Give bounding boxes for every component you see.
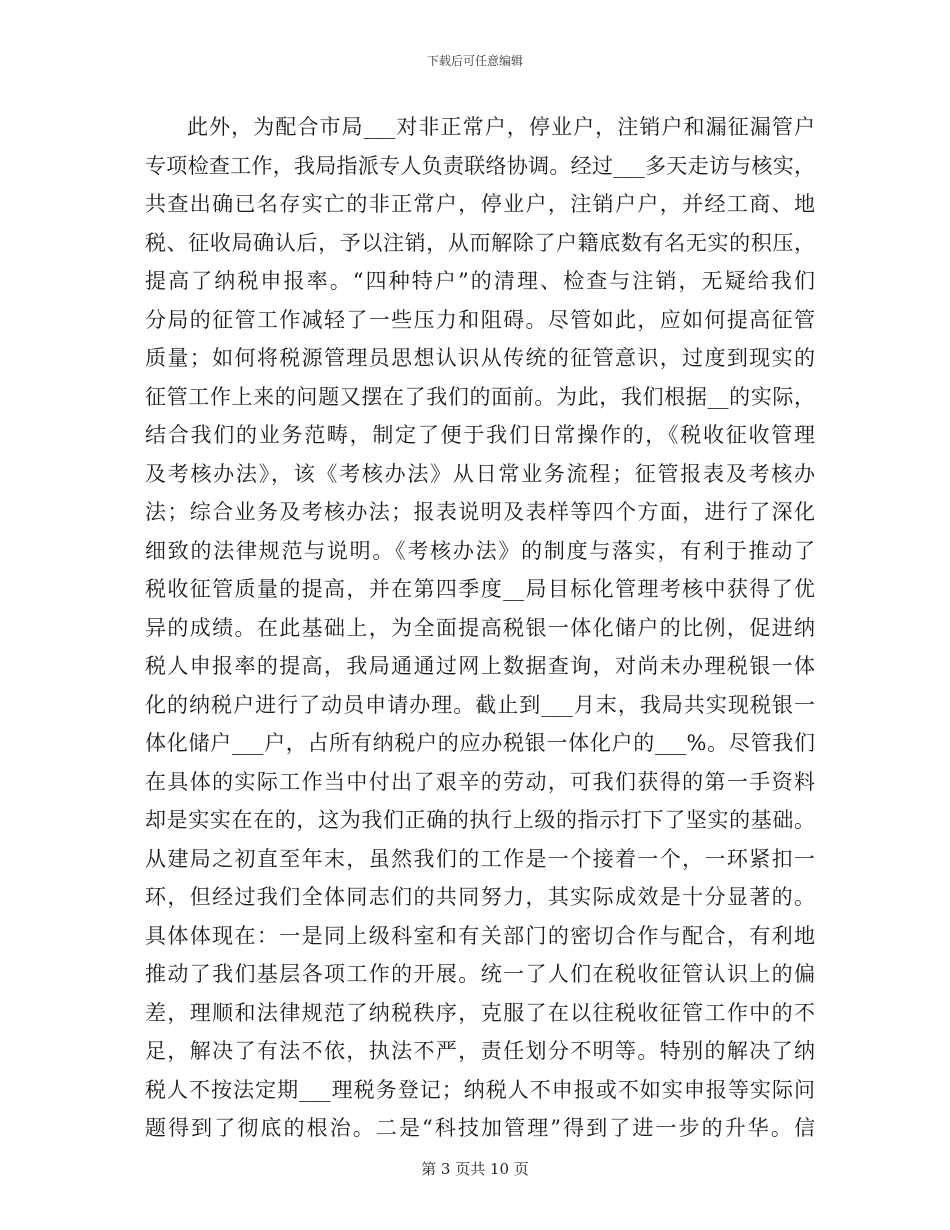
text-line: 却是实实在在的，这为我们正确的执行上级的指示打下了坚实的基础。 [145, 808, 815, 832]
text-line: 差，理顺和法律规范了纳税秩序，克服了在以往税收征管工作中的不 [145, 1000, 815, 1025]
text-line: 细致的法律规范与说明。《考核办法》的制度与落实，有利于推动了 [145, 538, 815, 563]
text-line: 征管工作上来的问题又摆在了我们的面前。为此，我们根据__的实际， [145, 384, 815, 409]
text-line: 质量；如何将税源管理员思想认识从传统的征管意识，过度到现实的 [145, 346, 815, 370]
text-line: 推动了我们基层各项工作的开展。统一了人们在税收征管认识上的偏 [145, 962, 815, 986]
text-line: 环，但经过我们全体同志们的共同努力，其实际成效是十分显著的。 [145, 885, 815, 909]
body-text [145, 108, 815, 1148]
text-line: 税人不按法定期___理税务登记；纳税人不申报或不如实申报等实际问 [145, 1077, 815, 1102]
text-line: 专项检查工作，我局指派专人负责联络协调。经过___多天走访与核实， [145, 153, 815, 178]
page-footer: 第 3 页共 10 页 [421, 1160, 529, 1178]
text-line: 化的纳税户进行了动员申请办理。截止到___月末，我局共实现税银一 [145, 692, 815, 717]
text-line: 税人申报率的提高，我局通通过网上数据查询，对尚未办理税银一体 [145, 654, 815, 678]
text-line: 此外，为配合市局___对非正常户，停业户，注销户和漏征漏管户 [187, 115, 815, 139]
text-line: 共查出确已名存实亡的非正常户，停业户，注销户户，并经工商、地 [145, 192, 815, 216]
text-line: 在具体的实际工作当中付出了艰辛的劳动，可我们获得的第一手资料 [145, 769, 815, 794]
text-line: 及考核办法》，该《考核办法》从日常业务流程；征管报表及考核办 [145, 461, 815, 486]
text-line: 税收征管质量的提高，并在第四季度__局目标化管理考核中获得了优 [145, 577, 815, 601]
text-line: 提高了纳税申报率。“四种特户”的清理、检查与注销，无疑给我们 [145, 269, 815, 293]
text-line: 异的成绩。在此基础上，为全面提高税银一体化储户的比例，促进纳 [145, 615, 815, 640]
text-line: 体化储户___户，占所有纳税户的应办税银一体化户的___%。尽管我们 [145, 731, 815, 755]
text-line: 题得到了彻底的根治。二是“科技加管理”得到了进一步的升华。信 [145, 1116, 815, 1140]
text-line: 结合我们的业务范畴，制定了便于我们日常操作的，《税收征收管理 [145, 423, 815, 447]
page-header: 下载后可任意编辑 [426, 54, 523, 68]
text-line: 从建局之初直至年末，虽然我们的工作是一个接着一个，一环紧扣一 [145, 846, 815, 871]
text-line: 足，解决了有法不依，执法不严，责任划分不明等。特别的解决了纳 [145, 1039, 815, 1063]
text-line: 具体体现在：一是同上级科室和有关部门的密切合作与配合，有利地 [145, 923, 815, 948]
text-line: 法；综合业务及考核办法；报表说明及表样等四个方面，进行了深化 [145, 500, 815, 524]
text-line: 税、征收局确认后，予以注销，从而解除了户籍底数有名无实的积压， [145, 230, 815, 255]
text-line: 分局的征管工作减轻了一些压力和阻碍。尽管如此，应如何提高征管 [145, 307, 815, 332]
